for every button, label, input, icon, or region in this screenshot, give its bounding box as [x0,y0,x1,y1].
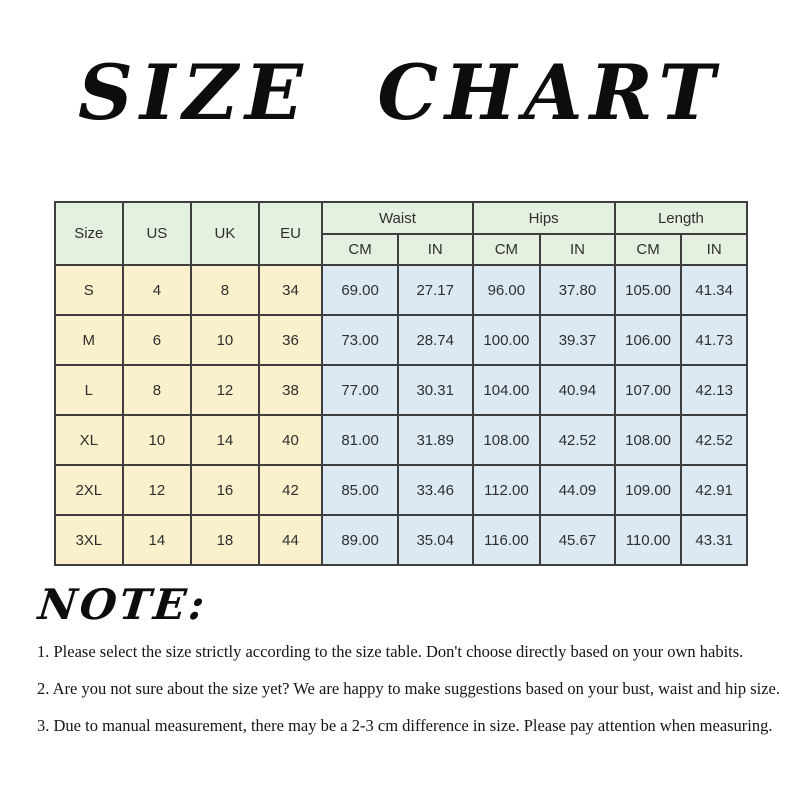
table-row-xl [55,415,747,465]
cell-waist-in: 28.74 [398,315,473,365]
cell-hips-cm: 108.00 [473,415,541,465]
cell-hips-cm: 116.00 [473,515,541,565]
group-header-waist: Waist [322,202,472,234]
cell-us: 14 [123,515,192,565]
cell-waist-in: 27.17 [398,265,473,315]
cell-length-cm: 110.00 [615,515,682,565]
cell-size: 2XL [55,465,123,515]
cell-length-in: 42.91 [681,465,747,515]
cell-us: 4 [123,265,192,315]
table-row-m [55,315,747,365]
cell-uk: 8 [191,265,259,315]
cell-length-cm: 109.00 [615,465,682,515]
cell-uk: 16 [191,465,259,515]
cell-eu: 38 [259,365,323,415]
cell-waist-cm: 85.00 [322,465,398,515]
cell-waist-cm: 77.00 [322,365,398,415]
size-chart-table [54,201,748,566]
cell-us: 10 [123,415,192,465]
unit-header-hips-cm: CM [473,234,541,265]
unit-header-length-in: IN [681,234,747,265]
group-header-hips: Hips [473,202,615,234]
cell-uk: 10 [191,315,259,365]
cell-us: 8 [123,365,192,415]
cell-size: 3XL [55,515,123,565]
cell-hips-in: 39.37 [540,315,615,365]
cell-uk: 18 [191,515,259,565]
note-item-1: 1. Please select the size strictly according to the size table. Don't choose directly based on your own habits. [37,642,744,661]
cell-waist-cm: 69.00 [322,265,398,315]
note-item-3: 3. Due to manual measurement, there may be a 2-3 cm difference in size. Please pay attention when measuring. [37,716,773,735]
cell-length-cm: 108.00 [615,415,682,465]
unit-header-hips-in: IN [540,234,615,265]
cell-eu: 34 [259,265,323,315]
cell-length-cm: 105.00 [615,265,682,315]
cell-size: S [55,265,123,315]
cell-us: 12 [123,465,192,515]
cell-waist-in: 31.89 [398,415,473,465]
cell-uk: 14 [191,415,259,465]
note-item-2: 2. Are you not sure about the size yet? We are happy to make suggestions based on your bust, waist and hip size. [37,679,780,698]
table-row-l [55,365,747,415]
cell-hips-cm: 112.00 [473,465,541,515]
note-heading: NOTE: [36,580,210,629]
table-row-3xl [55,515,747,565]
cell-size: M [55,315,123,365]
cell-waist-cm: 73.00 [322,315,398,365]
cell-waist-in: 35.04 [398,515,473,565]
cell-hips-in: 44.09 [540,465,615,515]
cell-length-in: 41.34 [681,265,747,315]
cell-waist-cm: 89.00 [322,515,398,565]
cell-hips-in: 40.94 [540,365,615,415]
cell-eu: 36 [259,315,323,365]
cell-length-cm: 106.00 [615,315,682,365]
cell-hips-in: 37.80 [540,265,615,315]
column-header-eu: EU [259,202,323,265]
cell-hips-in: 42.52 [540,415,615,465]
notes-section [37,642,792,753]
cell-size: L [55,365,123,415]
unit-header-length-cm: CM [615,234,682,265]
cell-eu: 44 [259,515,323,565]
cell-hips-cm: 104.00 [473,365,541,415]
cell-eu: 42 [259,465,323,515]
cell-length-in: 42.52 [681,415,747,465]
column-header-size: Size [55,202,123,265]
page-title: SIZE CHART [78,48,722,137]
cell-length-in: 41.73 [681,315,747,365]
table-row-s [55,265,747,315]
table-header-row [55,202,747,234]
cell-us: 6 [123,315,192,365]
cell-length-cm: 107.00 [615,365,682,415]
column-header-uk: UK [191,202,259,265]
cell-length-in: 43.31 [681,515,747,565]
cell-hips-cm: 100.00 [473,315,541,365]
cell-eu: 40 [259,415,323,465]
cell-hips-cm: 96.00 [473,265,541,315]
column-header-us: US [123,202,192,265]
cell-waist-in: 33.46 [398,465,473,515]
unit-header-waist-in: IN [398,234,473,265]
unit-header-waist-cm: CM [322,234,398,265]
cell-size: XL [55,415,123,465]
table-row-2xl [55,465,747,515]
cell-waist-in: 30.31 [398,365,473,415]
cell-waist-cm: 81.00 [322,415,398,465]
cell-length-in: 42.13 [681,365,747,415]
cell-hips-in: 45.67 [540,515,615,565]
group-header-length: Length [615,202,747,234]
cell-uk: 12 [191,365,259,415]
